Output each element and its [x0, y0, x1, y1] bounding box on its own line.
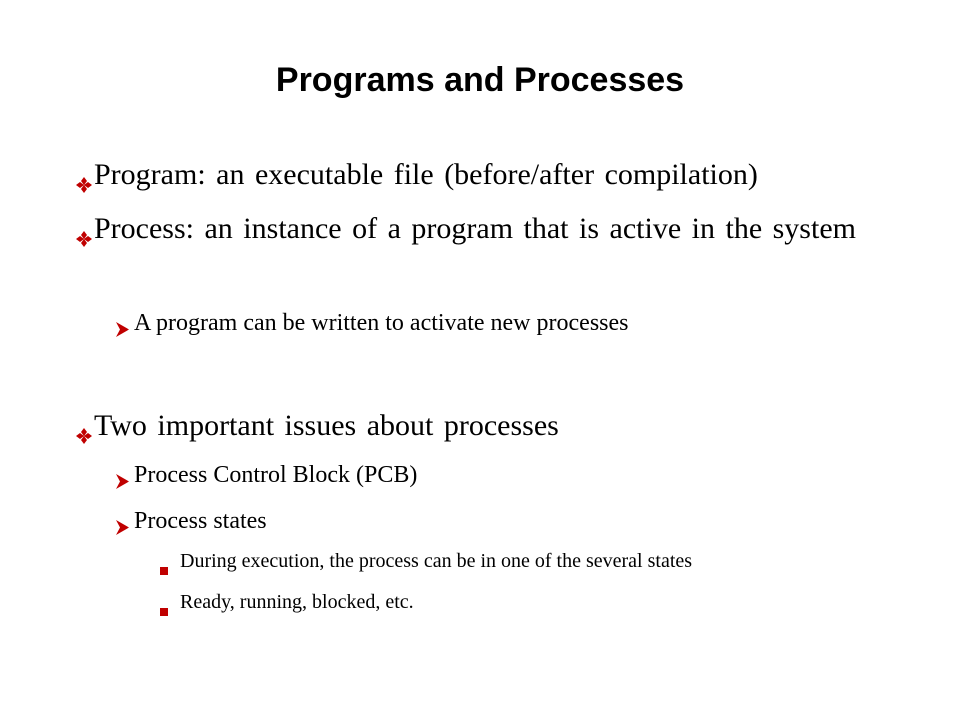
- sub-bullet-text: Process states: [134, 508, 267, 534]
- diamond-bullet-icon: [76, 219, 92, 257]
- square-bullet-icon: [160, 597, 168, 623]
- sub-bullet-text: A program can be written to activate new processes: [134, 310, 629, 336]
- arrowhead-bullet-icon: [116, 315, 129, 345]
- sub-bullet-text: Process Control Block (PCB): [134, 462, 418, 488]
- sub-sub-bullet-item: [160, 589, 890, 623]
- arrowhead-bullet-icon: [116, 513, 129, 543]
- sub-bullet-item: [116, 460, 886, 497]
- diamond-bullet-icon: [76, 416, 92, 454]
- sub-bullet-item: [116, 308, 886, 345]
- bullet-text: Two important issues about processes: [94, 409, 559, 442]
- sub-sub-bullet-item: [160, 548, 890, 582]
- bullet-text: Process: an instance of a program that is active in the system: [94, 212, 856, 245]
- bullet-text: Program: an executable file (before/after compilation): [94, 158, 758, 191]
- slide-title: Programs and Processes: [275, 61, 685, 99]
- sub-bullet-item: [116, 506, 886, 543]
- square-bullet-icon: [160, 556, 168, 582]
- sub-sub-bullet-text: During execution, the process can be in one of the several states: [180, 550, 693, 572]
- arrowhead-bullet-icon: [116, 467, 129, 497]
- bullet-item: [76, 210, 886, 257]
- bullet-item: [76, 407, 886, 454]
- bullet-item: [76, 156, 886, 203]
- sub-sub-bullet-text: Ready, running, blocked, etc.: [180, 591, 414, 613]
- diamond-bullet-icon: [76, 165, 92, 203]
